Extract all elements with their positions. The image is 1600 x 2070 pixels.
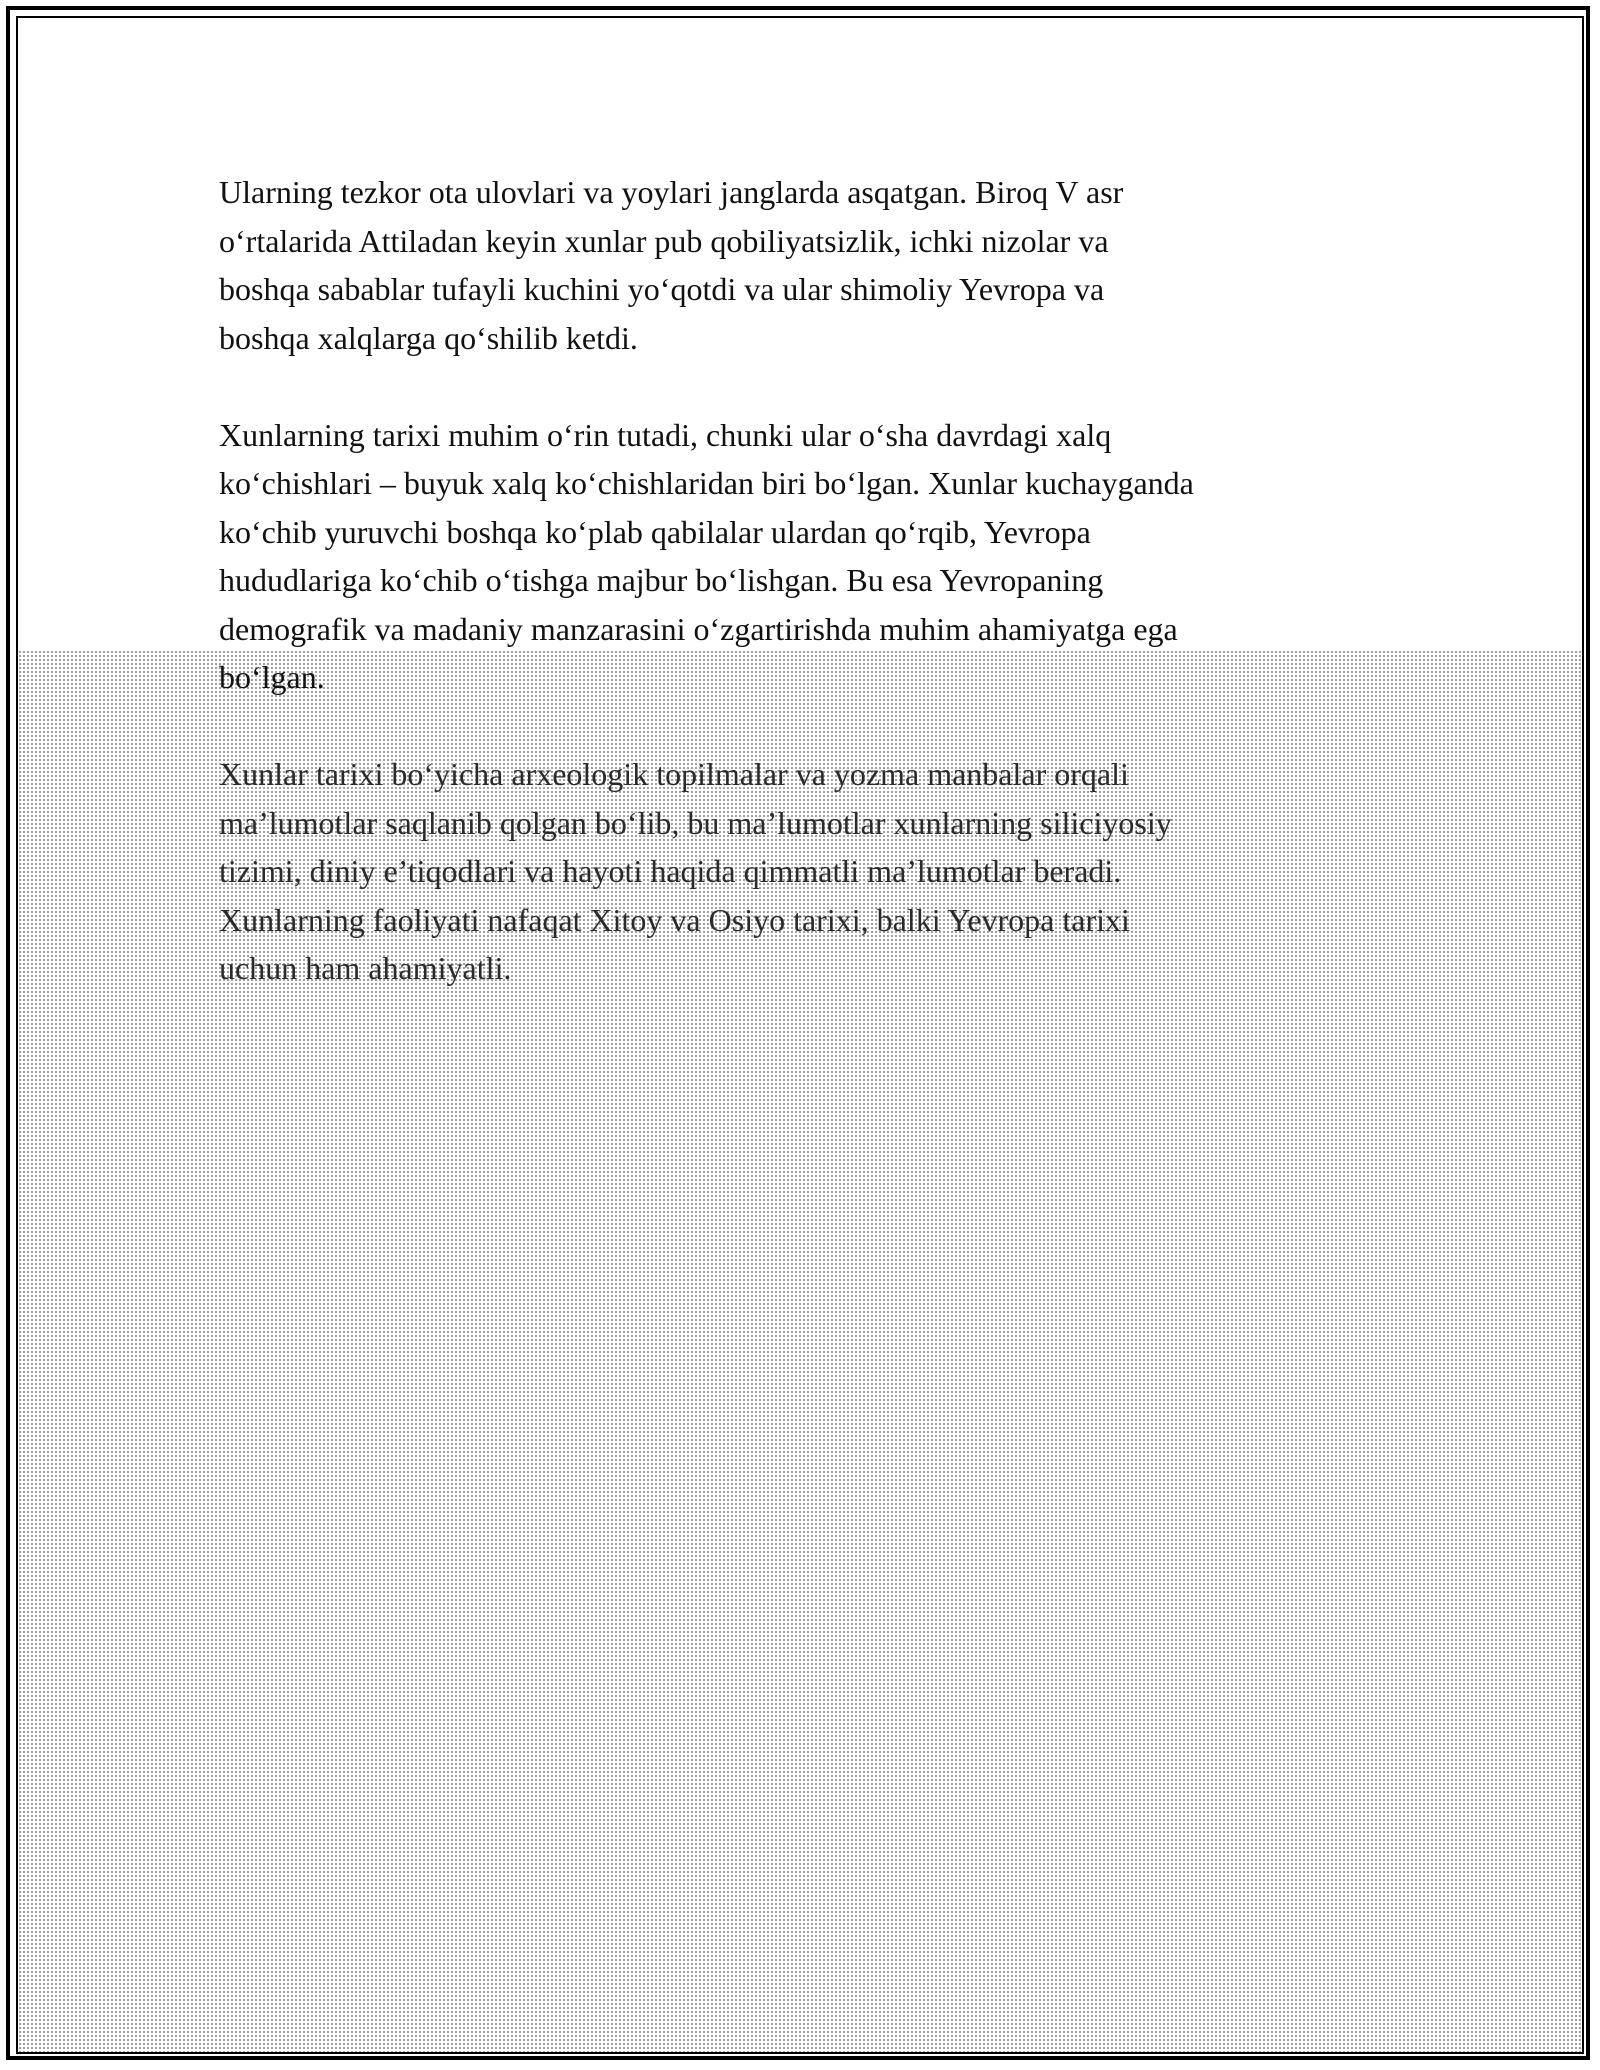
text-line: hududlariga ko‘chib o‘tishga majbur bo‘lishgan. Bu esa Yevropaning — [219, 562, 1104, 598]
text-line: boshqa xalqlarga qo‘shilib ketdi. — [219, 319, 638, 356]
text-line: Xunlarning faoliyati nafaqat Xitoy va Osiyo tarixi, balki Yevropa tarixi — [219, 901, 1130, 938]
text-line: boshqa sabablar tufayli kuchini yo‘qotdi va ular shimoliy Yevropa va — [219, 271, 1105, 307]
text-line: uchun ham ahamiyatli. — [219, 950, 512, 986]
text-line: o‘rtalarida Attiladan keyin xunlar pub qobiliyatsizlik, ichki nizolar va — [219, 222, 1109, 259]
text-line: bo‘lgan. — [219, 659, 325, 695]
paragraph-3 — [219, 750, 1389, 993]
paragraph-1 — [219, 168, 1389, 362]
paragraph-2 — [219, 411, 1389, 702]
text-line: ko‘chib yuruvchi boshqa ko‘plab qabilalar ulardan qo‘rqib, Yevropa — [219, 513, 1091, 550]
text-line: demografik va madaniy manzarasini o‘zgartirishda muhim ahamiyatga ega — [219, 610, 1178, 647]
text-line: Xunlar tarixi bo‘yicha arxeologik topilmalar va yozma manbalar orqali — [219, 756, 1129, 792]
text-line: Xunlarning tarixi muhim o‘rin tutadi, chunki ular o‘sha davrdagi xalq — [219, 416, 1112, 453]
document-body — [219, 168, 1389, 1041]
text-line: ma’lumotlar saqlanib qolgan bo‘lib, bu ma’lumotlar xunlarning siliciyosiy — [219, 804, 1172, 841]
text-line: tizimi, diniy e’tiqodlari va hayoti haqida qimmatli ma’lumotlar beradi. — [219, 853, 1122, 889]
text-line: ko‘chishlari – buyuk xalq ko‘chishlaridan biri bo‘lgan. Xunlar kuchayganda — [219, 465, 1194, 501]
text-line: Ularning tezkor ota ulovlari va yoylari janglarda asqatgan. Biroq V asr — [219, 174, 1124, 210]
